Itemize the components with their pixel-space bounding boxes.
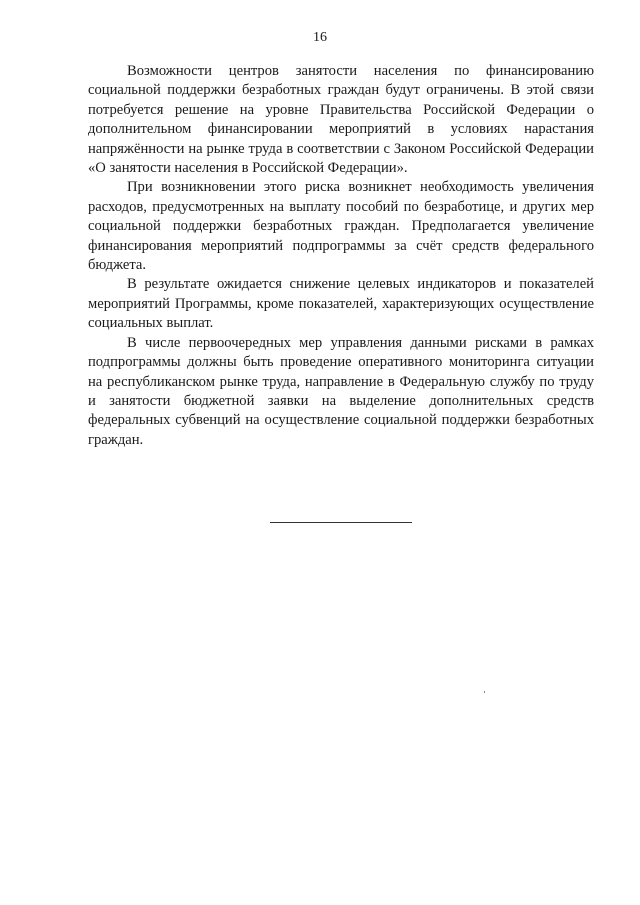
page-number: 16: [313, 30, 327, 45]
paragraph-risk-expenses: При возникновении этого риска возникнет необходимость увеличения расходов, предусмотренных на выплату пособий по безработице, и других мер социальной поддержки безработных граждан. Предполагается увеличение финансирования мероприятий подпрограммы за счёт средств федерального бюджета.: [88, 179, 594, 274]
paragraph-indicator-decline: В результате ожидается снижение целевых индикаторов и показателей мероприятий Программы, кроме показателей, характеризующих осуществление социальных выплат.: [88, 276, 594, 332]
scan-speck: [484, 691, 485, 693]
body-text: [88, 62, 594, 450]
end-divider-line: [270, 522, 412, 523]
paragraph-funding-limits: Возможности центров занятости населения по финансированию социальной поддержки безработных граждан будут ограничены. В этой связи потребуется решение на уровне Правительства Российской Федерации о дополнительном финансировании мероприятий в условиях нарастания напряжённости на рынке труда в соответствии с Законом Российской Федерации «О занятости населения в Российской Федерации».: [88, 63, 594, 177]
paragraph-priority-measures: В числе первоочередных мер управления данными рисками в рамках подпрограммы должны быть проведение оперативного мониторинга ситуации на республиканском рынке труда, направление в Федеральную службу по труду и занятости бюджетной заявки на выделение дополнительных средств федеральных субвенций на осуществление социальной поддержки безработных граждан.: [88, 334, 594, 448]
